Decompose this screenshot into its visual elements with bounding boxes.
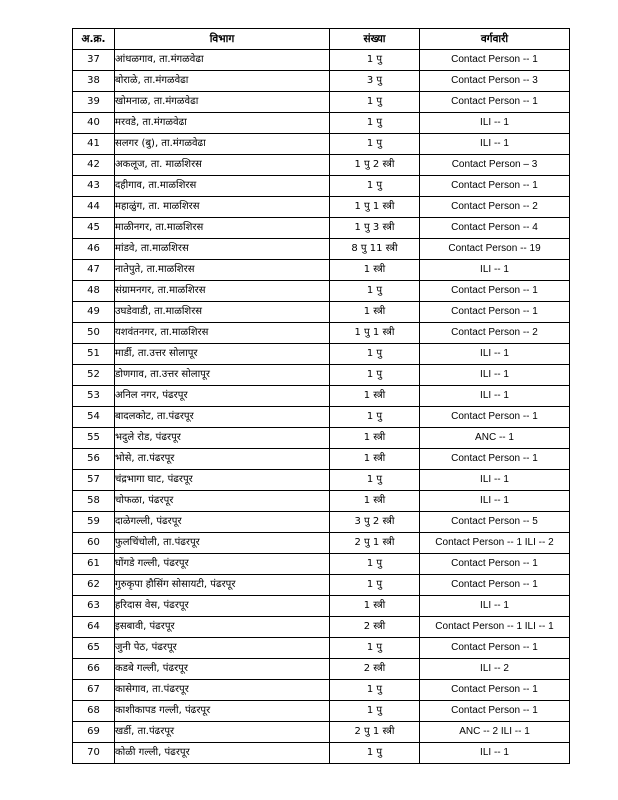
table-row xyxy=(73,596,570,617)
place-cell: काशीकापड गल्ली, पंढरपूर xyxy=(115,701,330,722)
serial-no-cell: 69 xyxy=(73,722,115,743)
serial-no-cell: 37 xyxy=(73,50,115,71)
serial-no-cell: 47 xyxy=(73,260,115,281)
count-cell: 1 पु xyxy=(330,701,420,722)
classification-cell: Contact Person -- 2 xyxy=(420,323,570,344)
classification-cell: Contact Person -- 5 xyxy=(420,512,570,533)
count-cell: 1 पु xyxy=(330,92,420,113)
serial-no-cell: 62 xyxy=(73,575,115,596)
header-department: विभाग xyxy=(115,29,330,50)
serial-no-cell: 55 xyxy=(73,428,115,449)
table-row xyxy=(73,113,570,134)
classification-cell: ILI -- 1 xyxy=(420,386,570,407)
table-row xyxy=(73,617,570,638)
classification-cell: Contact Person -- 1 xyxy=(420,554,570,575)
table-row xyxy=(73,386,570,407)
table-row xyxy=(73,365,570,386)
table-row xyxy=(73,701,570,722)
place-cell: दाळेगल्ली, पंढरपूर xyxy=(115,512,330,533)
count-cell: 1 पु xyxy=(330,365,420,386)
table-row xyxy=(73,239,570,260)
place-cell: अनिल नगर, पंढरपूर xyxy=(115,386,330,407)
serial-no-cell: 41 xyxy=(73,134,115,155)
count-cell: 2 स्त्री xyxy=(330,659,420,680)
place-cell: खर्डी, ता.पंढरपूर xyxy=(115,722,330,743)
count-cell: 1 पु xyxy=(330,680,420,701)
count-cell: 1 पु 3 स्त्री xyxy=(330,218,420,239)
count-cell: 1 पु xyxy=(330,344,420,365)
table-row xyxy=(73,575,570,596)
count-cell: 1 पु xyxy=(330,638,420,659)
table-row xyxy=(73,743,570,764)
place-cell: महाळुंग, ता. माळशिरस xyxy=(115,197,330,218)
serial-no-cell: 56 xyxy=(73,449,115,470)
serial-no-cell: 39 xyxy=(73,92,115,113)
classification-cell: ILI -- 1 xyxy=(420,344,570,365)
classification-cell: Contact Person -- 1 xyxy=(420,281,570,302)
place-cell: संग्रामनगर, ता.माळशिरस xyxy=(115,281,330,302)
place-cell: फुलचिंचोली, ता.पंढरपूर xyxy=(115,533,330,554)
count-cell: 1 पु xyxy=(330,134,420,155)
header-count: संख्या xyxy=(330,29,420,50)
table-row xyxy=(73,449,570,470)
classification-cell: Contact Person -- 2 xyxy=(420,197,570,218)
table-row xyxy=(73,134,570,155)
count-cell: 1 पु 1 स्त्री xyxy=(330,197,420,218)
place-cell: डोणगाव, ता.उत्तर सोलापूर xyxy=(115,365,330,386)
place-cell: घोंगडे गल्ली, पंढरपूर xyxy=(115,554,330,575)
place-cell: हरिदास वेस, पंढरपूर xyxy=(115,596,330,617)
table-row xyxy=(73,659,570,680)
count-cell: 1 पु xyxy=(330,50,420,71)
place-cell: इसबावी, पंढरपूर xyxy=(115,617,330,638)
classification-cell: ANC -- 2 ILI -- 1 xyxy=(420,722,570,743)
table-row xyxy=(73,512,570,533)
classification-cell: ILI -- 1 xyxy=(420,470,570,491)
serial-no-cell: 40 xyxy=(73,113,115,134)
case-table xyxy=(72,28,570,764)
count-cell: 2 पु 1 स्त्री xyxy=(330,533,420,554)
classification-cell: Contact Person -- 1 xyxy=(420,92,570,113)
count-cell: 1 पु xyxy=(330,113,420,134)
classification-cell: ILI -- 1 xyxy=(420,260,570,281)
place-cell: भोसे, ता.पंढरपूर xyxy=(115,449,330,470)
table-row xyxy=(73,428,570,449)
count-cell: 1 स्त्री xyxy=(330,596,420,617)
table-row xyxy=(73,344,570,365)
classification-cell: Contact Person -- 1 xyxy=(420,302,570,323)
count-cell: 1 स्त्री xyxy=(330,302,420,323)
classification-cell: ILI -- 1 xyxy=(420,113,570,134)
header-row xyxy=(73,29,570,50)
table-row xyxy=(73,197,570,218)
place-cell: चोफळा, पंढरपूर xyxy=(115,491,330,512)
classification-cell: ILI -- 1 xyxy=(420,596,570,617)
place-cell: मरवडे, ता.मंगळवेढा xyxy=(115,113,330,134)
table-row xyxy=(73,680,570,701)
count-cell: 2 स्त्री xyxy=(330,617,420,638)
place-cell: दहीगाव, ता.माळशिरस xyxy=(115,176,330,197)
serial-no-cell: 46 xyxy=(73,239,115,260)
classification-cell: Contact Person -- 1 xyxy=(420,176,570,197)
place-cell: सलगर (बु), ता.मंगळवेढा xyxy=(115,134,330,155)
table-row xyxy=(73,722,570,743)
place-cell: नातेपुते, ता.माळशिरस xyxy=(115,260,330,281)
serial-no-cell: 58 xyxy=(73,491,115,512)
classification-cell: Contact Person -- 1 xyxy=(420,449,570,470)
count-cell: 3 पु 2 स्त्री xyxy=(330,512,420,533)
place-cell: आंधळगाव, ता.मंगळवेढा xyxy=(115,50,330,71)
classification-cell: Contact Person -- 1 xyxy=(420,638,570,659)
classification-cell: Contact Person -- 1 xyxy=(420,407,570,428)
count-cell: 1 पु xyxy=(330,407,420,428)
table-row xyxy=(73,638,570,659)
count-cell: 1 स्त्री xyxy=(330,260,420,281)
serial-no-cell: 42 xyxy=(73,155,115,176)
classification-cell: ILI -- 2 xyxy=(420,659,570,680)
table-row xyxy=(73,323,570,344)
place-cell: कोळी गल्ली, पंढरपूर xyxy=(115,743,330,764)
count-cell: 2 पु 1 स्त्री xyxy=(330,722,420,743)
classification-cell: Contact Person -- 1 xyxy=(420,701,570,722)
count-cell: 1 पु xyxy=(330,554,420,575)
table-row xyxy=(73,407,570,428)
serial-no-cell: 49 xyxy=(73,302,115,323)
classification-cell: Contact Person – 3 xyxy=(420,155,570,176)
table-body xyxy=(73,50,570,764)
table-row xyxy=(73,92,570,113)
place-cell: भदुले रोड, पंढरपूर xyxy=(115,428,330,449)
place-cell: गुरुकृपा हौसिंग सोसायटी, पंढरपूर xyxy=(115,575,330,596)
serial-no-cell: 54 xyxy=(73,407,115,428)
serial-no-cell: 68 xyxy=(73,701,115,722)
place-cell: मार्डी, ता.उत्तर सोलापूर xyxy=(115,344,330,365)
serial-no-cell: 48 xyxy=(73,281,115,302)
classification-cell: Contact Person -- 1 xyxy=(420,50,570,71)
serial-no-cell: 45 xyxy=(73,218,115,239)
table-row xyxy=(73,71,570,92)
classification-cell: Contact Person -- 1 xyxy=(420,575,570,596)
table-row xyxy=(73,302,570,323)
count-cell: 1 स्त्री xyxy=(330,449,420,470)
serial-no-cell: 52 xyxy=(73,365,115,386)
classification-cell: Contact Person -- 1 ILI -- 2 xyxy=(420,533,570,554)
classification-cell: ILI -- 1 xyxy=(420,365,570,386)
classification-cell: ANC -- 1 xyxy=(420,428,570,449)
place-cell: चंद्रभागा घाट, पंढरपूर xyxy=(115,470,330,491)
serial-no-cell: 51 xyxy=(73,344,115,365)
serial-no-cell: 63 xyxy=(73,596,115,617)
serial-no-cell: 53 xyxy=(73,386,115,407)
serial-no-cell: 59 xyxy=(73,512,115,533)
count-cell: 1 पु 2 स्त्री xyxy=(330,155,420,176)
place-cell: माळीनगर, ता.माळशिरस xyxy=(115,218,330,239)
table-row xyxy=(73,470,570,491)
count-cell: 1 स्त्री xyxy=(330,491,420,512)
table-row xyxy=(73,281,570,302)
serial-no-cell: 50 xyxy=(73,323,115,344)
count-cell: 1 पु xyxy=(330,575,420,596)
place-cell: कडबे गल्ली, पंढरपूर xyxy=(115,659,330,680)
serial-no-cell: 64 xyxy=(73,617,115,638)
place-cell: जुनी पेठ, पंढरपूर xyxy=(115,638,330,659)
classification-cell: Contact Person -- 19 xyxy=(420,239,570,260)
place-cell: बोराळे, ता.मंगळवेढा xyxy=(115,71,330,92)
place-cell: खोमनाळ, ता.मंगळवेढा xyxy=(115,92,330,113)
header-classification: वर्गवारी xyxy=(420,29,570,50)
serial-no-cell: 66 xyxy=(73,659,115,680)
serial-no-cell: 67 xyxy=(73,680,115,701)
serial-no-cell: 65 xyxy=(73,638,115,659)
serial-no-cell: 70 xyxy=(73,743,115,764)
count-cell: 1 स्त्री xyxy=(330,386,420,407)
classification-cell: Contact Person -- 1 ILI -- 1 xyxy=(420,617,570,638)
place-cell: अकलूज, ता. माळशिरस xyxy=(115,155,330,176)
place-cell: उघडेवाडी, ता.माळशिरस xyxy=(115,302,330,323)
count-cell: 1 पु xyxy=(330,281,420,302)
place-cell: कासेगाव, ता.पंढरपूर xyxy=(115,680,330,701)
serial-no-cell: 44 xyxy=(73,197,115,218)
place-cell: मांडवे, ता.माळशिरस xyxy=(115,239,330,260)
count-cell: 1 पु 1 स्त्री xyxy=(330,323,420,344)
classification-cell: ILI -- 1 xyxy=(420,134,570,155)
count-cell: 8 पु 11 स्त्री xyxy=(330,239,420,260)
classification-cell: ILI -- 1 xyxy=(420,743,570,764)
table-row xyxy=(73,218,570,239)
count-cell: 1 पु xyxy=(330,176,420,197)
table-row xyxy=(73,176,570,197)
table-row xyxy=(73,155,570,176)
serial-no-cell: 60 xyxy=(73,533,115,554)
serial-no-cell: 38 xyxy=(73,71,115,92)
place-cell: बादलकोट, ता.पंढरपूर xyxy=(115,407,330,428)
serial-no-cell: 43 xyxy=(73,176,115,197)
classification-cell: ILI -- 1 xyxy=(420,491,570,512)
table-row xyxy=(73,50,570,71)
table-row xyxy=(73,260,570,281)
classification-cell: Contact Person -- 4 xyxy=(420,218,570,239)
classification-cell: Contact Person -- 3 xyxy=(420,71,570,92)
count-cell: 1 पु xyxy=(330,743,420,764)
count-cell: 1 स्त्री xyxy=(330,428,420,449)
place-cell: यशवंतनगर, ता.माळशिरस xyxy=(115,323,330,344)
count-cell: 3 पु xyxy=(330,71,420,92)
count-cell: 1 पु xyxy=(330,470,420,491)
serial-no-cell: 61 xyxy=(73,554,115,575)
serial-no-cell: 57 xyxy=(73,470,115,491)
classification-cell: Contact Person -- 1 xyxy=(420,680,570,701)
table-row xyxy=(73,491,570,512)
table-row xyxy=(73,533,570,554)
table-row xyxy=(73,554,570,575)
header-serial-no: अ.क्र. xyxy=(73,29,115,50)
